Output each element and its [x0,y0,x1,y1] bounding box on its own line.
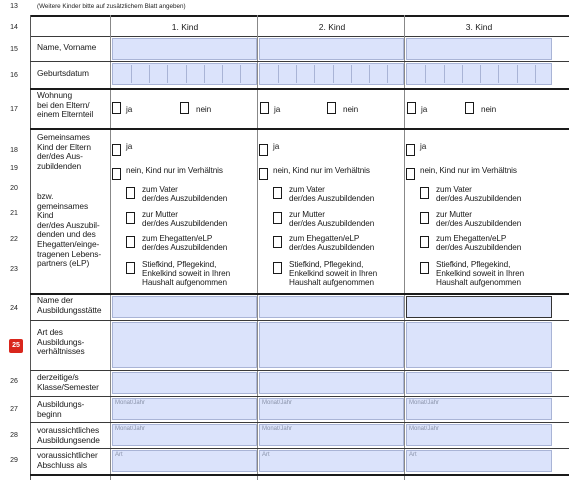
checkbox-wohnung-ja-kind-2[interactable] [260,102,269,114]
option-label-ja: ja [274,105,281,114]
option-label-zum-vater: der/des Auszubildenden [436,194,522,203]
label-line: bzw. [37,191,54,201]
label-line: der/des Aus- [37,151,83,162]
divider [30,396,569,397]
label-line: partners (eLP) [37,258,90,269]
row-number-13: 13 [10,3,18,10]
option-label-zum-ehegatten: der/des Auszubildenden [289,243,375,252]
option-label-nein: nein [196,105,212,114]
placeholder-monat-jahr: Monat/Jahr [115,426,146,432]
date-segment-divider [278,65,279,83]
option-label-zum-ehegatten: zum Ehegatten/eLP [436,234,507,243]
option-label-stiefkind: Stiefkind, Pflegekind, [289,260,364,269]
row-number-14: 14 [10,24,18,31]
checkbox-zur-mutter-kind-2[interactable] [273,212,282,224]
label-line: voraussichtlicher [37,450,98,460]
option-label-zum-ehegatten: der/des Auszubildenden [142,243,228,252]
placeholder-monat-jahr: Monat/Jahr [262,400,293,406]
option-label-nein-verhaeltnis: nein, Kind nur im Verhältnis [420,166,517,175]
label-line: Ausbildungsende [37,434,100,445]
ausbildungsstaette-field-kind-3[interactable] [406,296,552,318]
label-klasse [37,373,99,392]
option-label-zum-vater: zum Vater [289,185,325,194]
art-field-kind-2[interactable] [259,322,404,368]
beginn-field-kind-1[interactable] [112,398,257,420]
label-line: der/des Auszubil- [37,219,100,230]
abschluss-field-kind-2[interactable] [259,450,404,472]
abschluss-field-kind-3[interactable] [406,450,552,472]
abschluss-field-kind-1[interactable] [112,450,257,472]
beginn-field-kind-3[interactable] [406,398,552,420]
label-line: Klasse/Semester [37,381,99,392]
label-line: einem Elternteil [37,109,94,120]
label-line: Name der [37,295,73,305]
divider [30,320,569,321]
label-ausbildungsstaette [37,296,101,315]
row-number-24: 24 [10,305,18,312]
checkbox-ja-kind-3[interactable] [406,144,415,156]
checkbox-ja-kind-1[interactable] [112,144,121,156]
ausbildungsstaette-field-kind-1[interactable] [112,296,257,318]
label-line: Ehegatten/einge- [37,238,100,249]
checkbox-nein-verhaeltnis-kind-1[interactable] [112,168,121,180]
date-segment-divider [240,65,241,83]
header-note: (Weitere Kinder bitte auf zusätzlichem Blatt angeben) [37,3,186,10]
date-segment-divider [462,65,463,83]
option-label-ja: ja [126,105,133,114]
label-line: gemeinsames [37,200,89,211]
label-line: Gemeinsames [37,132,90,142]
date-segment-divider [333,65,334,83]
option-label-ja: ja [273,142,280,151]
checkbox-zum-vater-kind-3[interactable] [420,187,429,199]
checkbox-nein-verhaeltnis-kind-3[interactable] [406,168,415,180]
label-line: Kind [37,210,54,221]
option-label-zum-ehegatten: zum Ehegatten/eLP [142,234,213,243]
column-divider [404,15,405,480]
klasse-field-kind-3[interactable] [406,372,552,394]
option-label-ja: ja [126,142,133,151]
option-label-zum-vater: zum Vater [142,185,178,194]
option-label-nein: nein [343,105,359,114]
option-label-nein-verhaeltnis: nein, Kind nur im Verhältnis [126,166,223,175]
row-number-19: 19 [10,165,18,172]
option-label-nein: nein [481,105,497,114]
ende-field-kind-3[interactable] [406,424,552,446]
option-label-stiefkind: Haushalt aufgenommen [289,278,374,287]
date-segment-divider [517,65,518,83]
option-label-zur-mutter: zur Mutter [436,210,472,219]
divider [30,88,569,90]
date-segment-divider [498,65,499,83]
checkbox-stiefkind-kind-3[interactable] [420,262,429,274]
row-number-25-highlighted: 25 [9,339,23,353]
date-segment-divider [296,65,297,83]
column-divider [257,15,258,480]
option-label-stiefkind: Haushalt aufgenommen [436,278,521,287]
date-segment-divider [204,65,205,83]
divider [30,370,569,371]
geburtsdatum-field-kind-1[interactable] [112,63,257,85]
label-line: derzeitige/s [37,372,79,382]
option-label-zum-ehegatten: der/des Auszubildenden [436,243,522,252]
divider [30,293,569,295]
label-line: Abschluss als [37,459,87,470]
option-label-stiefkind: Enkelkind soweit in Ihren [142,269,231,278]
option-label-ja: ja [420,142,427,151]
option-label-nein-verhaeltnis: nein, Kind nur im Verhältnis [273,166,370,175]
option-label-zum-vater: zum Vater [436,185,472,194]
row-number-17: 17 [10,106,18,113]
column-header-kind-1: 1. Kind [112,21,258,34]
ende-field-kind-1[interactable] [112,424,257,446]
label-line: verhältnisses [37,346,85,357]
row-number-20: 20 [10,185,18,192]
date-segment-divider [131,65,132,83]
checkbox-zum-ehegatten-kind-3[interactable] [420,236,429,248]
date-segment-divider [444,65,445,83]
option-label-stiefkind: Enkelkind soweit in Ihren [436,269,525,278]
label-line: voraussichtliches [37,425,100,435]
row-number-16: 16 [10,72,18,79]
checkbox-wohnung-ja-kind-1[interactable] [112,102,121,114]
ende-field-kind-2[interactable] [259,424,404,446]
date-segment-divider [425,65,426,83]
option-label-zur-mutter: der/des Auszubildenden [289,219,375,228]
art-field-kind-1[interactable] [112,322,257,368]
name-field-kind-1[interactable] [112,38,257,60]
label-line: Ausbildungs- [37,336,85,347]
placeholder-monat-jahr: Monat/Jahr [409,426,440,432]
checkbox-zum-vater-kind-2[interactable] [273,187,282,199]
checkbox-nein-verhaeltnis-kind-2[interactable] [259,168,268,180]
placeholder-monat-jahr: Monat/Jahr [409,400,440,406]
option-label-stiefkind: Enkelkind soweit in Ihren [289,269,378,278]
label-bzw [37,192,101,269]
divider [30,128,569,130]
date-segment-divider [369,65,370,83]
option-label-stiefkind: Stiefkind, Pflegekind, [142,260,217,269]
label-abschluss [37,451,98,470]
row-number-22: 22 [10,236,18,243]
label-line: Kind der Eltern [37,141,91,152]
row-number-21: 21 [10,210,18,217]
row-number-15: 15 [10,46,18,53]
label-ende [37,426,100,445]
checkbox-wohnung-nein-kind-3[interactable] [465,102,474,114]
label-line: Art des [37,327,63,337]
checkbox-ja-kind-2[interactable] [259,144,268,156]
date-segment-divider [314,65,315,83]
row-number-18: 18 [10,147,18,154]
option-label-zum-ehegatten: zum Ehegatten/eLP [289,234,360,243]
divider [30,422,569,423]
label-line: bei den Eltern/ [37,99,90,110]
checkbox-wohnung-nein-kind-1[interactable] [180,102,189,114]
label-geburtsdatum: Geburtsdatum [37,68,89,78]
checkbox-zum-ehegatten-kind-1[interactable] [126,236,135,248]
column-header-kind-2: 2. Kind [259,21,405,34]
label-line: Wohnung [37,90,72,100]
checkbox-zur-mutter-kind-1[interactable] [126,212,135,224]
option-label-zur-mutter: der/des Auszubildenden [436,219,522,228]
date-segment-divider [351,65,352,83]
option-label-zur-mutter: der/des Auszubildenden [142,219,228,228]
date-segment-divider [149,65,150,83]
ausbildungsstaette-field-kind-2[interactable] [259,296,404,318]
date-segment-divider [186,65,187,83]
option-label-zum-vater: der/des Auszubildenden [289,194,375,203]
name-field-kind-2[interactable] [259,38,404,60]
option-label-zum-vater: der/des Auszubildenden [142,194,228,203]
geburtsdatum-field-kind-3[interactable] [406,63,552,85]
checkbox-zum-ehegatten-kind-2[interactable] [273,236,282,248]
placeholder-monat-jahr: Monat/Jahr [115,400,146,406]
klasse-field-kind-1[interactable] [112,372,257,394]
placeholder-monat-jahr: Monat/Jahr [262,426,293,432]
label-line: zubildenden [37,160,82,171]
date-segment-divider [167,65,168,83]
option-label-stiefkind: Haushalt aufgenommen [142,278,227,287]
option-label-ja: ja [421,105,428,114]
label-wohnung [37,91,93,120]
row-number-26: 26 [10,378,18,385]
row-number-27: 27 [10,406,18,413]
date-segment-divider [387,65,388,83]
label-line: tragenen Lebens- [37,248,102,259]
label-gemeinsames [37,133,91,171]
geburtsdatum-field-kind-2[interactable] [259,63,404,85]
name-field-kind-3[interactable] [406,38,552,60]
label-line: Ausbildungs- [37,399,85,409]
divider [30,61,569,62]
label-art [37,328,85,357]
klasse-field-kind-2[interactable] [259,372,404,394]
row-number-23: 23 [10,266,18,273]
date-segment-divider [222,65,223,83]
date-segment-divider [535,65,536,83]
checkbox-wohnung-ja-kind-3[interactable] [407,102,416,114]
label-line: beginn [37,408,62,419]
art-field-kind-3[interactable] [406,322,552,368]
label-name: Name, Vorname [37,42,97,52]
left-border [30,15,31,480]
option-label-zur-mutter: zur Mutter [289,210,325,219]
checkbox-zur-mutter-kind-3[interactable] [420,212,429,224]
placeholder-art: Art [409,452,417,458]
checkbox-stiefkind-kind-1[interactable] [126,262,135,274]
label-beginn [37,400,84,419]
divider [30,474,569,476]
option-label-stiefkind: Stiefkind, Pflegekind, [436,260,511,269]
column-header-kind-3: 3. Kind [406,21,552,34]
row-number-28: 28 [10,432,18,439]
placeholder-art: Art [115,452,123,458]
checkbox-stiefkind-kind-2[interactable] [273,262,282,274]
label-line: Ausbildungsstätte [37,304,102,315]
column-divider [110,15,111,480]
placeholder-art: Art [262,452,270,458]
date-segment-divider [480,65,481,83]
checkbox-wohnung-nein-kind-2[interactable] [327,102,336,114]
beginn-field-kind-2[interactable] [259,398,404,420]
checkbox-zum-vater-kind-1[interactable] [126,187,135,199]
option-label-zur-mutter: zur Mutter [142,210,178,219]
label-line: denden und des [37,229,96,240]
row-number-29: 29 [10,457,18,464]
divider [30,448,569,449]
